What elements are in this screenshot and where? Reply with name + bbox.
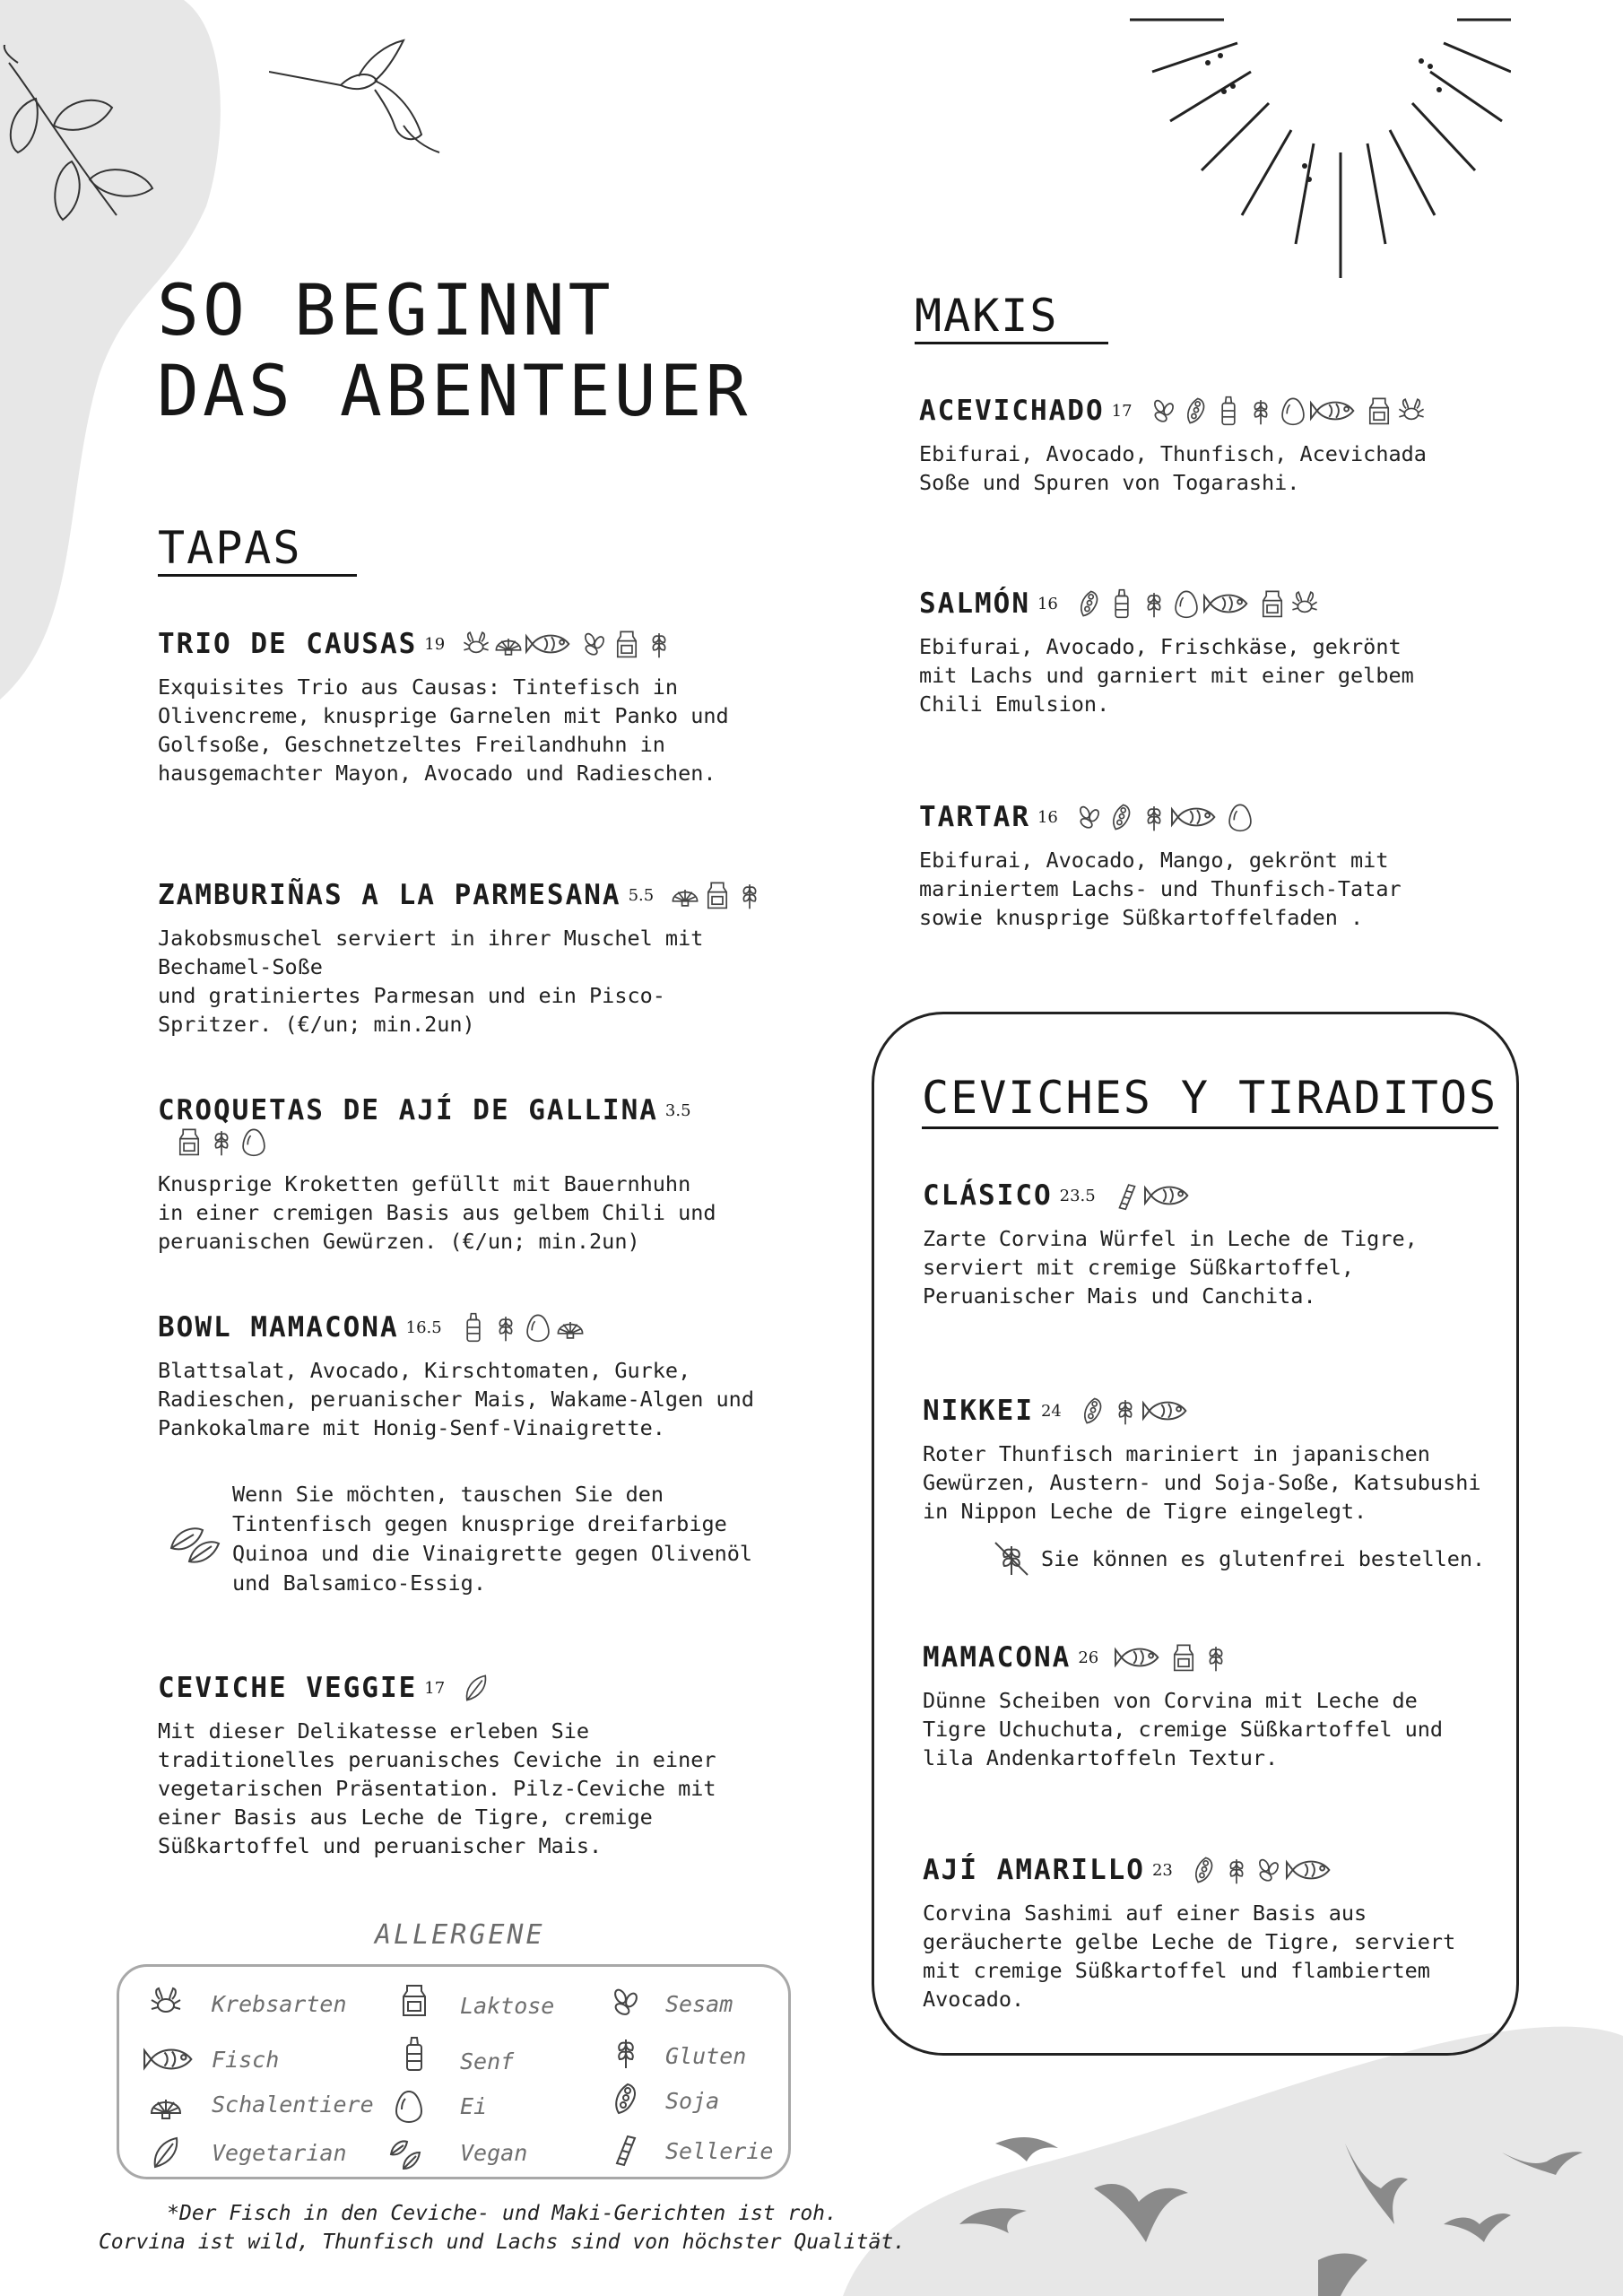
menu-item: [158, 1094, 803, 1256]
allergen-label: Laktose: [460, 1993, 555, 2019]
wheat-icon: [1201, 1648, 1233, 1665]
milk-icon: [1257, 595, 1289, 612]
dish-name: ZAMBURIÑAS A LA PARMESANA: [158, 879, 621, 911]
egg-icon: [1278, 402, 1310, 419]
mustard-icon: [1107, 595, 1139, 612]
allergen-legend-title: ALLERGENE: [375, 1919, 545, 1951]
egg-icon: [391, 2088, 427, 2127]
sesame-icon: [1149, 402, 1181, 419]
gluten-free-icon: [992, 1539, 1031, 1578]
dish-name: CEVICHE VEGGIE: [158, 1672, 418, 1704]
menu-item: [158, 879, 803, 1039]
wheat-icon: [644, 635, 676, 652]
celery-icon: [1112, 1187, 1144, 1204]
fish-icon: [1171, 808, 1225, 825]
fish-icon: [1115, 1648, 1168, 1665]
gluten-free-note: Sie können es glutenfrei bestellen.: [1041, 1546, 1486, 1571]
crab-icon: [461, 635, 493, 652]
dish-price: 16: [1037, 807, 1058, 827]
fish-icon: [1286, 1861, 1340, 1878]
milk-icon: [1364, 402, 1396, 419]
milk-icon: [1168, 1648, 1201, 1665]
hummingbird-illustration: [269, 36, 448, 161]
soy-icon: [1074, 595, 1107, 612]
shell-icon: [148, 2088, 184, 2127]
leaf-icon: [461, 1679, 493, 1696]
mustard-icon: [396, 2036, 432, 2075]
menu-item: [158, 1311, 803, 1442]
dish-price: 3.5: [664, 1100, 691, 1120]
menu-item: [919, 395, 1547, 497]
fish-icon: [1203, 595, 1257, 612]
fish-icon: [1142, 1402, 1196, 1419]
egg-icon: [1225, 808, 1257, 825]
leaf-branch-illustration: [0, 45, 170, 224]
soy-icon: [1107, 808, 1139, 825]
dish-price: 26: [1078, 1648, 1099, 1667]
tapas-underline: [158, 574, 357, 577]
footnote-line-1: *Der Fisch in den Ceviche- und Maki-Gerichten ist roh.: [167, 2202, 838, 2225]
egg-icon: [239, 1133, 271, 1150]
dish-description: Roter Thunfisch mariniert in japanischen Gewürzen, Austern- und Soja-Soße, Katsubushi in Nippon Leche de Tigre eingelegt.: [923, 1441, 1481, 1524]
dish-price: 17: [424, 1678, 446, 1698]
allergen-icons: [1074, 588, 1322, 619]
dish-price: 24: [1040, 1401, 1062, 1421]
makis-underline: [915, 342, 1108, 344]
shell-icon: [555, 1318, 587, 1335]
milk-icon: [174, 1133, 206, 1150]
dish-description: Ebifurai, Avocado, Mango, gekrönt mit mariniertem Lachs- und Thunfisch-Tatar sowie knusprige Süßkartoffelfaden .: [919, 848, 1402, 930]
menu-item: [919, 801, 1547, 932]
soy-icon: [1181, 402, 1213, 419]
allergen-icons: [670, 880, 767, 910]
menu-item: [919, 587, 1547, 718]
allergen-label: Fisch: [212, 2047, 280, 2073]
dish-price: 16.5: [405, 1318, 442, 1337]
dish-price: 19: [424, 634, 446, 654]
soy-icon: [1189, 1861, 1221, 1878]
wheat-icon: [1139, 808, 1171, 825]
crab-icon: [1289, 595, 1322, 612]
dish-name: TARTAR: [919, 801, 1030, 833]
dish-name: ACEVICHADO: [919, 395, 1105, 427]
sesame-icon: [579, 635, 612, 652]
mustard-icon: [1213, 402, 1245, 419]
dish-price: 17: [1111, 401, 1133, 421]
dish-price: 23: [1151, 1860, 1173, 1880]
wheat-icon: [490, 1318, 523, 1335]
sesame-icon: [1254, 1861, 1286, 1878]
allergen-icons: [458, 1312, 587, 1343]
milk-icon: [612, 635, 644, 652]
fish-icon: [1144, 1187, 1198, 1204]
allergen-icons: [461, 629, 676, 659]
wheat-icon: [1110, 1402, 1142, 1419]
allergen-label: Ei: [460, 2093, 488, 2119]
allergen-icons: [1189, 1855, 1340, 1885]
wheat-icon: [206, 1133, 239, 1150]
wheat-icon: [1245, 402, 1278, 419]
menu-item: [158, 628, 803, 787]
celery-icon: [608, 2131, 644, 2170]
dish-name: CROQUETAS DE AJÍ DE GALLINA: [158, 1094, 658, 1126]
menu-item: [158, 1672, 803, 1860]
dish-description: Exquisites Trio aus Causas: Tintefisch in Olivencreme, knusprige Garnelen mit Panko und Golfsoße, Geschnetzeltes Freilandhuhn in hausgemachter Mayon, Avocado und Radieschen.: [158, 674, 729, 786]
wheat-icon: [1139, 595, 1171, 612]
allergen-label: Gluten: [665, 2043, 747, 2069]
allergen-icons: [1115, 1642, 1233, 1673]
dish-description: Corvina Sashimi auf einer Basis aus geräucherte gelbe Leche de Tigre, serviert mit cremige Süßkartoffel und flambiertem Avocado.: [923, 1900, 1456, 2012]
dish-name: CLÁSICO: [923, 1179, 1053, 1212]
allergen-label: Schalentiere: [212, 2092, 374, 2118]
dish-name: BOWL MAMACONA: [158, 1311, 399, 1344]
milk-icon: [396, 1982, 432, 2022]
dish-price: 23.5: [1059, 1186, 1096, 1205]
leaf-icon: [148, 2135, 184, 2174]
wheat-icon: [734, 886, 767, 903]
substitution-note: Wenn Sie möchten, tauschen Sie den Tintenfisch gegen knusprige dreifarbige Quinoa und die Vinaigrette gegen Olivenöl und Balsamico-Essig.: [232, 1482, 753, 1596]
milk-icon: [702, 886, 734, 903]
dish-description: Blattsalat, Avocado, Kirschtomaten, Gurke, Radieschen, peruanischer Mais, Wakame-Algen und Pankokalmare mit Honig-Senf-Vinaigrette.: [158, 1358, 754, 1440]
soy-icon: [1078, 1402, 1110, 1419]
vegan-leaf-icon: [167, 1521, 221, 1566]
egg-icon: [523, 1318, 555, 1335]
shell-icon: [670, 886, 702, 903]
dish-name: TRIO DE CAUSAS: [158, 628, 418, 660]
dish-description: Ebifurai, Avocado, Frischkäse, gekrönt mit Lachs und garniert mit einer gelbem Chili Emulsion.: [919, 634, 1414, 717]
menu-item: [923, 1641, 1506, 1772]
allergen-icons: [1078, 1396, 1196, 1426]
menu-item: [923, 1395, 1515, 1526]
allergen-label: Sellerie: [665, 2138, 774, 2164]
footnote-line-2: Corvina ist wild, Thunfisch und Lachs sind von höchster Qualität.: [98, 2231, 907, 2254]
dish-description: Zarte Corvina Würfel in Leche de Tigre, serviert mit cremige Süßkartoffel, Peruanischer Mais und Canchita.: [923, 1226, 1418, 1309]
dish-price: 5.5: [628, 885, 655, 905]
makis-heading: MAKIS: [915, 290, 1059, 342]
mustard-icon: [458, 1318, 490, 1335]
fish-icon: [143, 2041, 201, 2081]
allergen-icons: [1112, 1180, 1198, 1211]
egg-icon: [1171, 595, 1203, 612]
allergen-label: Senf: [460, 2048, 515, 2074]
dish-description: Mit dieser Delikatesse erleben Sie traditionelles peruanisches Ceviche in einer vegetarischen Präsentation. Pilz-Ceviche mit einer Basis aus Leche de Tigre, cremige Süßkartoffel und peruanischer Mais.: [158, 1718, 716, 1858]
page-title: SO BEGINNT DAS ABENTEUER: [157, 271, 751, 432]
dish-name: AJÍ AMARILLO: [923, 1854, 1145, 1886]
allergen-icons: [174, 1126, 271, 1157]
shell-icon: [493, 635, 525, 652]
ceviches-underline: [922, 1126, 1498, 1129]
soy-icon: [608, 2081, 644, 2120]
sesame-icon: [608, 1984, 644, 2023]
allergen-icons: [1149, 396, 1428, 426]
menu-item: [923, 1854, 1506, 2013]
dish-name: NIKKEI: [923, 1395, 1034, 1427]
allergen-label: Soja: [665, 2088, 720, 2114]
dish-name: MAMACONA: [923, 1641, 1072, 1674]
tapas-heading: TAPAS: [158, 522, 302, 574]
dish-name: SALMÓN: [919, 587, 1030, 620]
wheat-icon: [608, 2034, 644, 2074]
allergen-icons: [461, 1673, 493, 1703]
crab-icon: [148, 1984, 184, 2023]
dish-description: Dünne Scheiben von Corvina mit Leche de Tigre Uchuchuta, cremige Süßkartoffel und lila Andenkartoffeln Textur.: [923, 1688, 1444, 1770]
sesame-icon: [1074, 808, 1107, 825]
wheat-icon: [1221, 1861, 1254, 1878]
dish-description: Jakobsmuschel serviert in ihrer Muschel mit Bechamel-Soße und gratiniertes Parmesan und ein Pisco- Spritzer. (€/un; min.2un): [158, 926, 704, 1037]
dish-price: 16: [1037, 594, 1058, 613]
allergen-label: Vegetarian: [212, 2140, 347, 2166]
allergen-label: Sesam: [665, 1991, 733, 2017]
footnote: [54, 2199, 950, 2257]
menu-item: [923, 1179, 1506, 1310]
ceviches-heading: CEVICHES Y TIRADITOS: [922, 1072, 1498, 1124]
double-leaf-icon: [387, 2135, 423, 2174]
allergen-icons: [1074, 802, 1257, 832]
fish-icon: [1310, 402, 1364, 419]
dish-description: Ebifurai, Avocado, Thunfisch, Acevichada Soße und Spuren von Togarashi.: [919, 441, 1427, 495]
crab-icon: [1396, 402, 1428, 419]
dish-description: Knusprige Kroketten gefüllt mit Bauernhuhn in einer cremigen Basis aus gelbem Chili und peruanischen Gewürzen. (€/un; min.2un): [158, 1171, 716, 1254]
allergen-label: Vegan: [460, 2140, 528, 2166]
allergen-label: Krebsarten: [212, 1991, 347, 2017]
fish-icon: [525, 635, 579, 652]
flying-birds-illustration: [942, 2126, 1623, 2296]
sun-rays-illustration: [1125, 9, 1511, 287]
